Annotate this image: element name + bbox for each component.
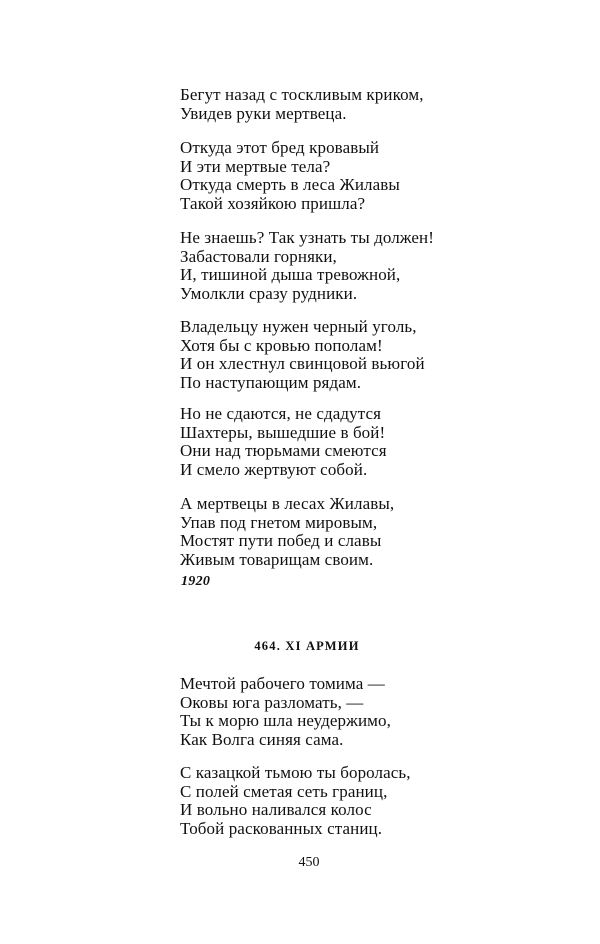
poem-line: Они над тюрьмами смеются	[180, 441, 387, 460]
stanza-5	[180, 405, 387, 479]
poem-line: Ты к морю шла неудержимо,	[180, 711, 391, 730]
poem-line: Такой хозяйкою пришла?	[180, 193, 366, 213]
poem-line: Тобой раскованных станиц.	[180, 818, 383, 838]
poem-line: Владельцу нужен черный уголь,	[180, 317, 417, 336]
poem-heading: 464. XI АРМИИ	[254, 639, 360, 653]
poem-line: Как Волга синяя сама.	[180, 729, 344, 749]
poem-line: С казацкой тьмою ты боролась,	[180, 763, 411, 782]
poem-line: Откуда этот бред кровавый	[180, 138, 380, 157]
poem-line: Умолкли сразу рудники.	[180, 283, 358, 303]
stanza-8	[180, 764, 411, 838]
stanza-2	[180, 139, 400, 213]
poem-line: Забастовали горняки,	[180, 246, 337, 266]
poem-line: И эти мертвые тела?	[180, 156, 331, 176]
poem-date: 1920	[181, 574, 211, 589]
poem-line: И он хлестнул свинцовой вьюгой	[180, 354, 425, 373]
poem-line: А мертвецы в лесах Жилавы,	[180, 494, 395, 513]
stanza-3	[180, 229, 434, 303]
poem-line: С полей сметая сеть границ,	[180, 781, 388, 801]
stanza-4	[180, 318, 425, 392]
poem-line: Откуда смерть в леса Жилавы	[180, 175, 400, 194]
poem-line: И смело жертвуют собой.	[180, 459, 368, 479]
poem-line: Мечтой рабочего томима —	[180, 674, 385, 693]
poem-line: И вольно наливался колос	[180, 800, 372, 819]
stanza-6	[180, 495, 394, 569]
poem-line: Не знаешь? Так узнать ты должен!	[180, 228, 435, 247]
poem-line: Увидев руки мертвеца.	[180, 103, 347, 123]
poem-line: Оковы юга разломать, —	[180, 692, 364, 712]
poem-line: Но не сдаются, не сдадутся	[180, 404, 382, 423]
poem-line: Живым товарищам своим.	[180, 549, 374, 569]
poem-line: Упав под гнетом мировым,	[180, 512, 378, 532]
poem-line: Шахтеры, вышедшие в бой!	[180, 422, 386, 442]
page-number: 450	[298, 855, 320, 870]
poem-line: Бегут назад с тоскливым криком,	[180, 85, 424, 104]
stanza-1	[180, 86, 424, 123]
poem-line: Хотя бы с кровью пополам!	[180, 335, 383, 355]
poem-line: И, тишиной дыша тревожной,	[180, 265, 401, 284]
stanza-7	[180, 675, 391, 749]
poem-line: Мостят пути побед и славы	[180, 531, 382, 550]
poem-line: По наступающим рядам.	[180, 372, 362, 392]
